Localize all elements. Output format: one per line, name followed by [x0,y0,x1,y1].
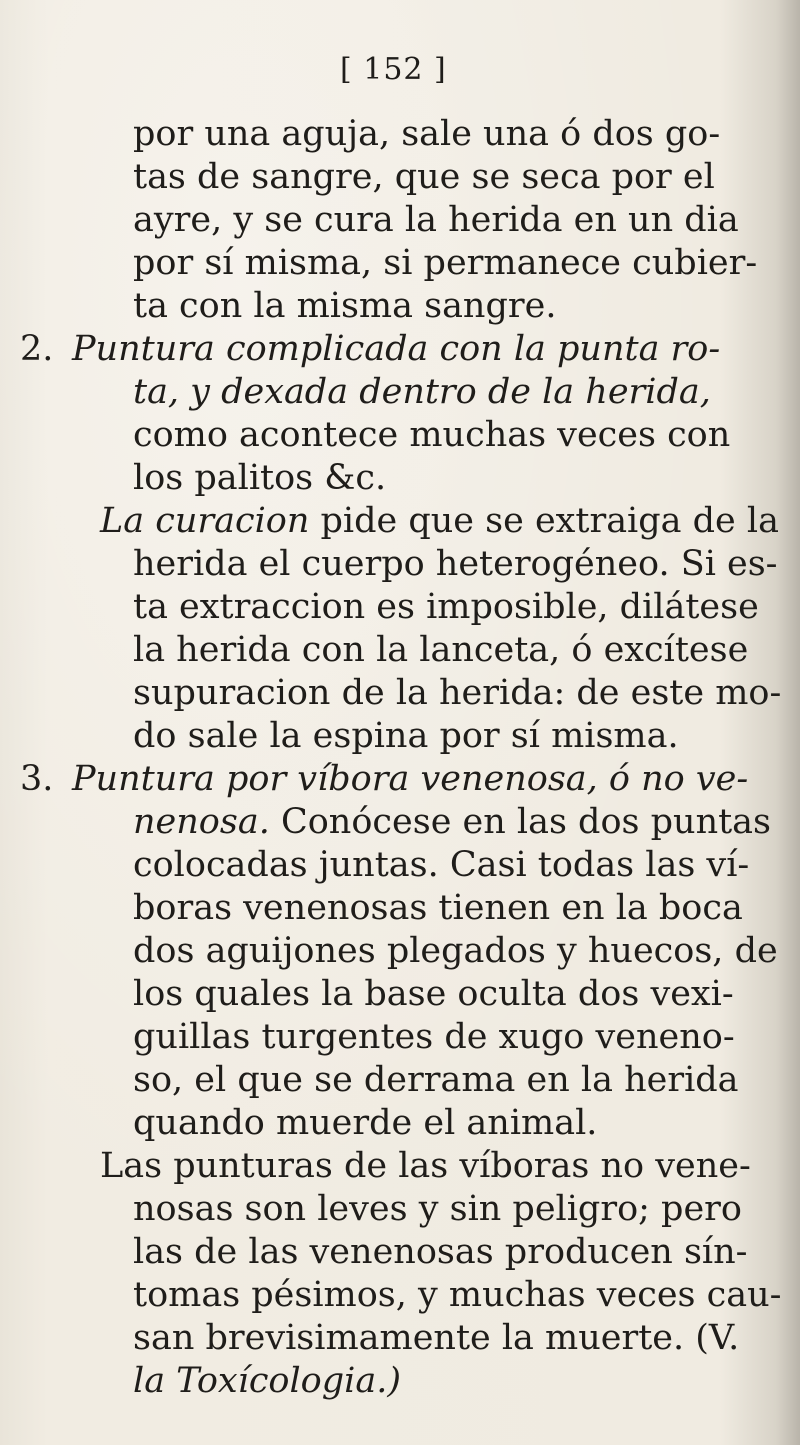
text-line: Las punturas de las víboras no vene- [100,1146,751,1186]
text-line: por sí misma, si permanece cubier- [133,243,758,283]
text-line: Puntura complicada con la punta ro- [72,329,721,369]
text-line: dos aguijones plegados y huecos, de [133,931,778,971]
text-run: , ó no ve- [586,759,749,799]
text-line: la herida con la lanceta, ó excítese [133,630,749,670]
text-line: ayre, y se cura la herida en un dia [133,200,739,240]
text-line: so, el que se derrama en la herida [133,1060,739,1100]
text-line: como acontece muchas veces con [133,415,731,455]
text-emphasis: La curacion [100,501,310,541]
text-line: boras venenosas tienen en la boca [133,888,743,928]
text-line: nosas son leves y sin peligro; pero [133,1189,742,1229]
text-line: ta con la misma sangre. [133,286,557,326]
text-line: por una aguja, sale una ó dos go- [133,114,721,154]
page-number: [ 152 ] [340,52,447,87]
text-line: los quales la base oculta dos vexi- [133,974,734,1014]
text-line [100,501,779,541]
text-run: pide que se extraiga de la [309,501,779,541]
text-line: colocadas juntas. Casi todas las ví- [133,845,750,885]
text-line: supuracion de la herida: de este mo- [133,673,782,713]
text-line: herida el cuerpo heterogéneo. Si es- [133,544,778,584]
text-line [133,802,772,842]
text-emphasis: Puntura por víbora venenosa [72,759,587,799]
text-line: tomas pésimos, y muchas veces cau- [133,1275,782,1315]
text-line: la Toxícologia.) [133,1361,402,1401]
text-run: Conócese en las dos puntas [269,802,772,842]
text-line: guillas turgentes de xugo veneno- [133,1017,735,1057]
text-line: san brevisimamente la muerte. (V. [133,1318,740,1358]
text-line: los palitos &c. [133,458,387,498]
text-line: quando muerde el animal. [133,1103,598,1143]
item-number: 2. [20,329,54,369]
text-line: las de las venenosas producen sín- [133,1232,748,1272]
item-number: 3. [20,759,54,799]
text-line: ta, y dexada dentro de la herida, [133,372,711,412]
text-emphasis: nenosa. [133,802,270,842]
text-line: do sale la espina por sí misma. [133,716,679,756]
text-line [72,759,749,799]
text-line: ta extraccion es imposible, dilátese [133,587,759,627]
text-line: tas de sangre, que se seca por el [133,157,715,197]
